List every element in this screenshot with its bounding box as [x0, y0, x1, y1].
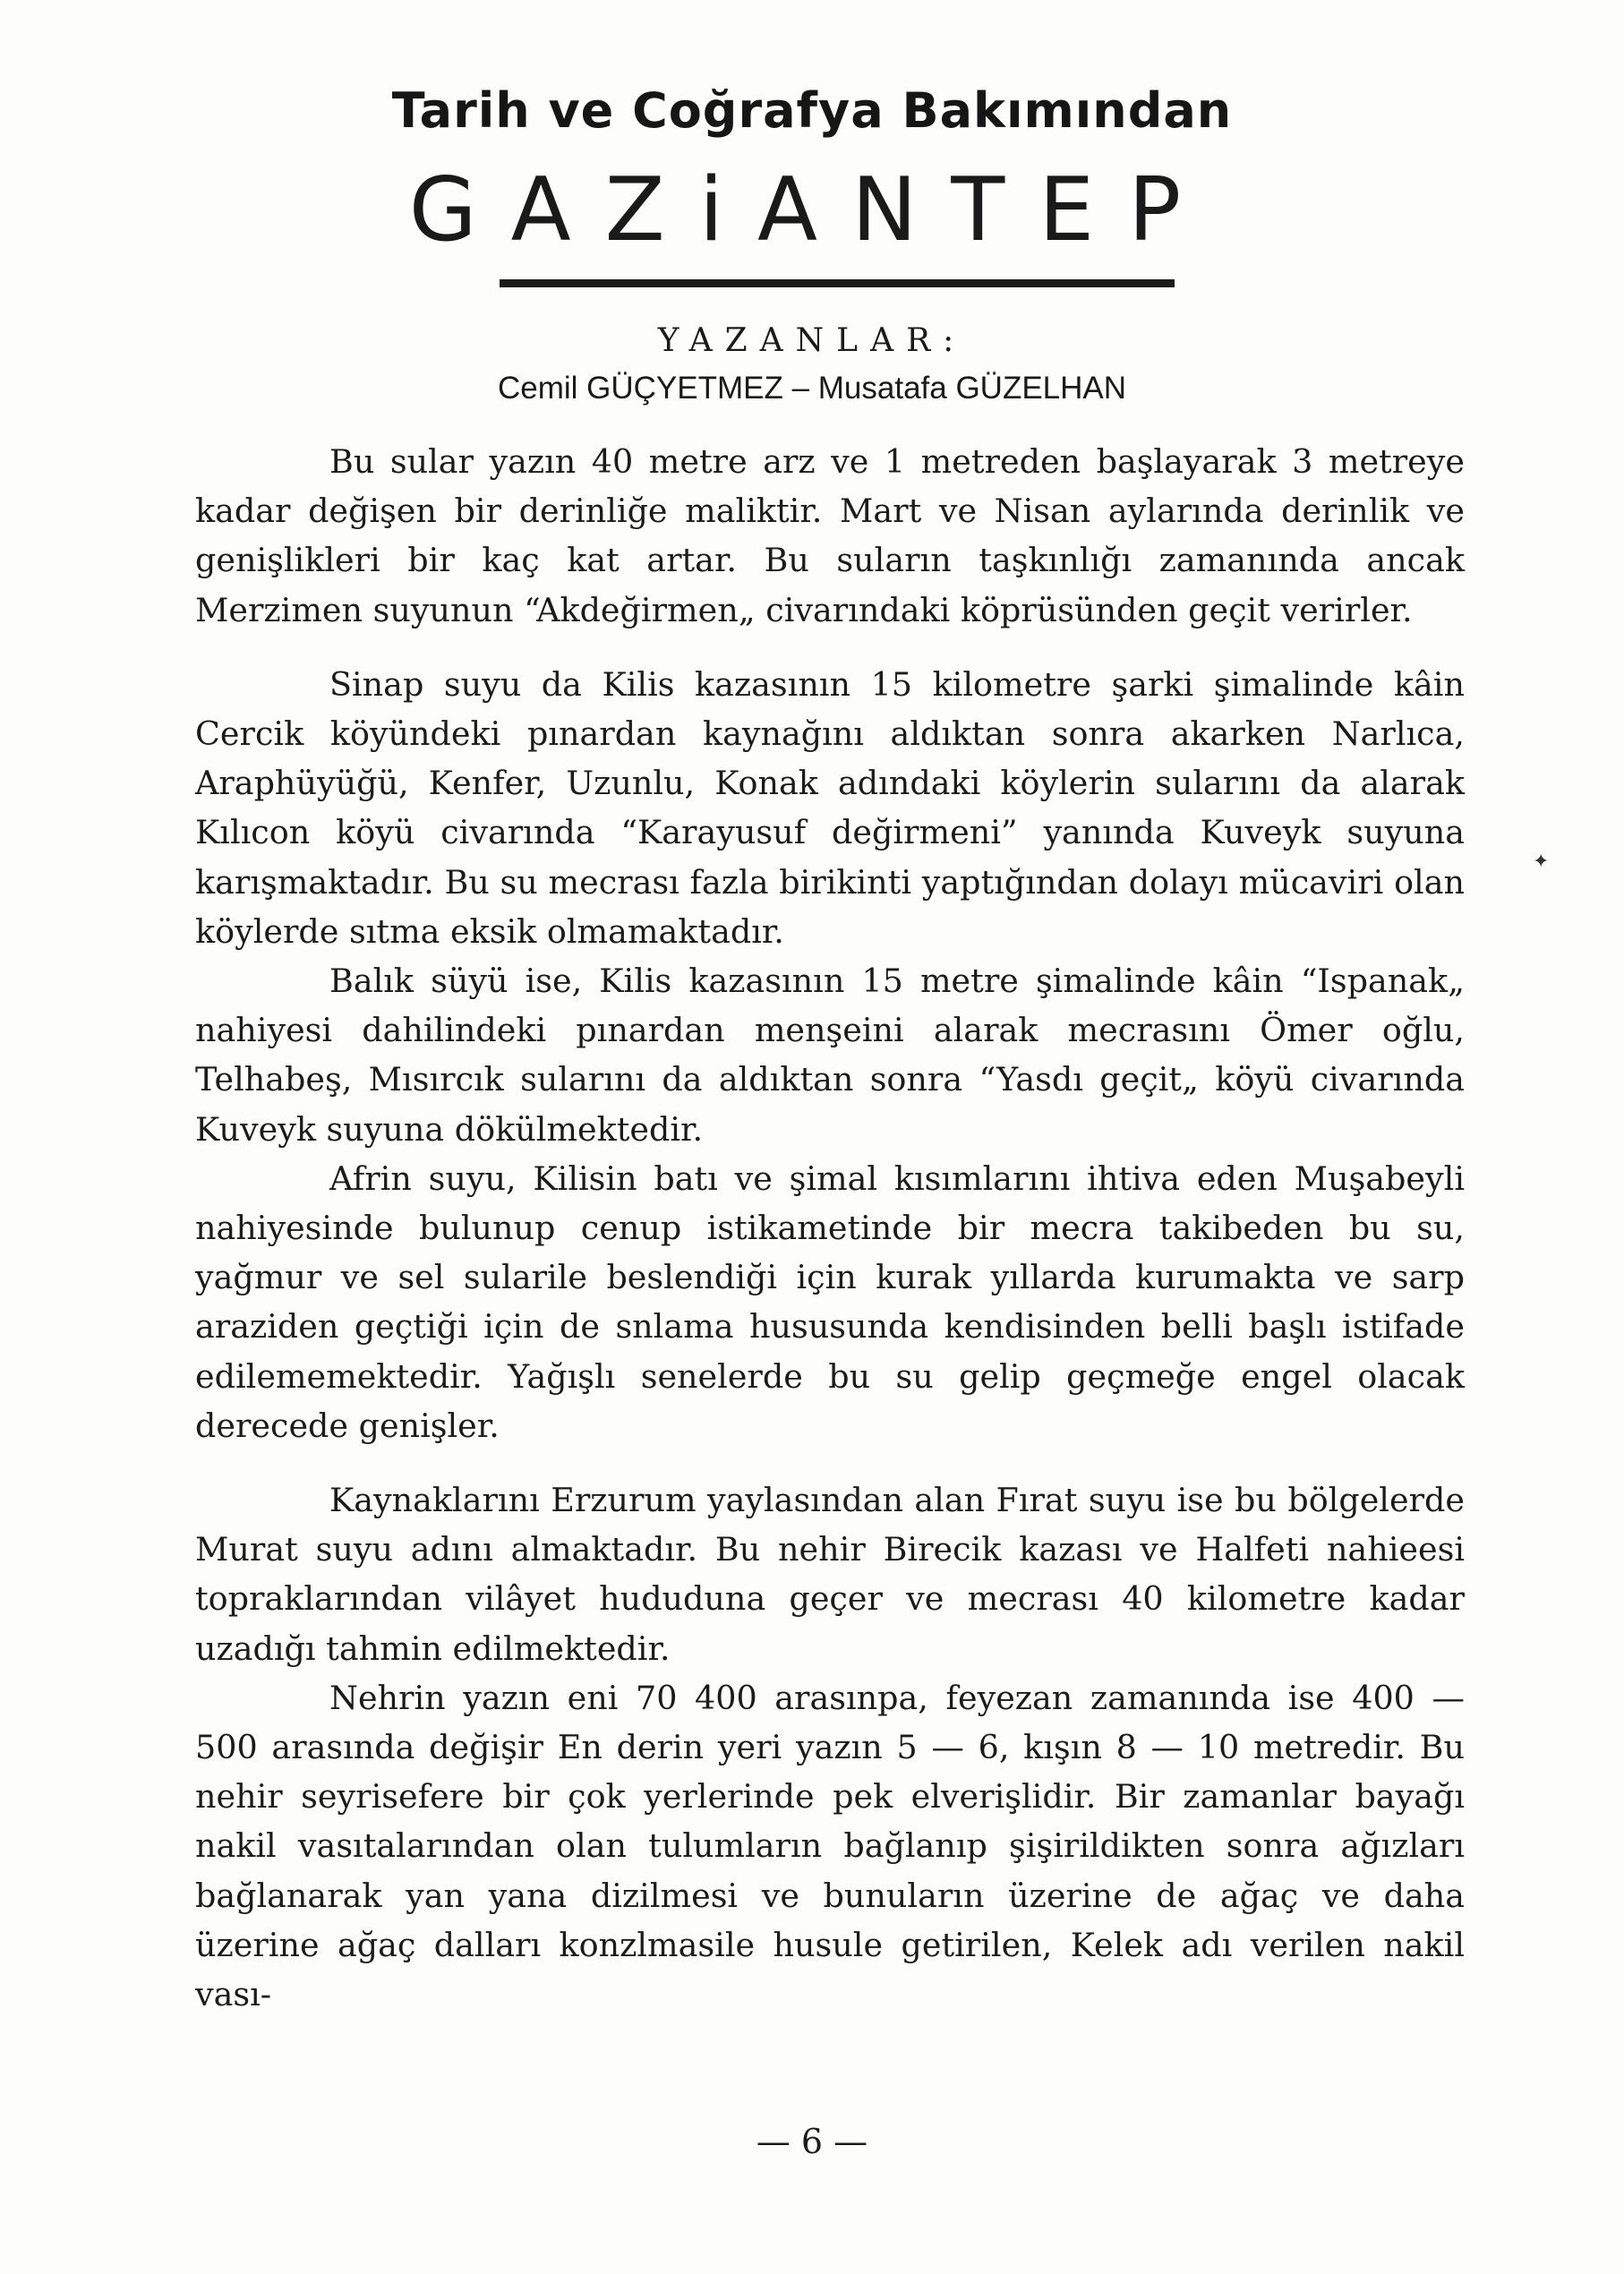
- paragraph: Nehrin yazın eni 70 400 arasınpa, feyezan zamanında ise 400 — 500 arasında değişir En derin yeri yazın 5 — 6, kışın 8 — 10 metredir. Bu nehir seyrisefere bir çok yerlerinde pek elverişlidir. Bir zamanlar bayağı nakil vasıtalarından olan tulumların bağlanıp şişirildikten sonra ağızları bağlanarak yan yana dizilmesi ve bunuların üzerine de ağaç ve daha üzerine ağaç dalları konzlmasile husule getirilen, Kelek adı verilen nakil vası-: [195, 1678, 1465, 2014]
- document-title: GAZiANTEP: [408, 159, 1216, 261]
- paragraph: Afrin suyu, Kilisin batı ve şimal kısımlarını ihtiva eden Muşabeyli nahiyesinde bulunup cenup istikametinde bir mecra takibeden bu su, yağmur ve sel sularile beslendiği için kurak yıllarda kurumakta ve sarp araziden geçtiği için de snlama hususunda kendisinden belli başlı istifade edilememektedir. Yağışlı senelerde bu su gelip geçmeğe engel olacak derecede genişler.: [195, 1158, 1465, 1445]
- paragraph: Balık süyü ise, Kilis kazasının 15 metre şimalinde kâin “Ispanak„ nahiyesi dahilindeki pınardan menşeini alarak mecrasını Ömer oğlu, Telhabeş, Mısırcık sularını da aldıktan sonra “Yasdı geçit„ köyü civarında Kuveyk suyuna dökülmektedir.: [195, 962, 1465, 1149]
- page-number: — 6 —: [756, 2122, 868, 2161]
- body-text: [195, 437, 1465, 2019]
- print-speck-mark: ✦: [1533, 851, 1550, 873]
- title-divider: [500, 279, 1175, 287]
- authors-names: Cemil GÜÇYETMEZ – Musatafa GÜZELHAN: [497, 371, 1127, 406]
- document-subtitle: Tarih ve Coğrafya Bakımından: [391, 82, 1233, 139]
- authors-heading: YAZANLAR:: [657, 322, 967, 359]
- paragraph: Bu sular yazın 40 metre arz ve 1 metreden başlayarak 3 metreye kadar değişen bir derinliğe maliktir. Mart ve Nisan aylarında derinlik ve genişlikleri bir kaç kat artar. Bu suların taşkınlığı zamanında ancak Merzimen suyunun “Akdeğirmen„ civarındaki köprüsünden geçit verirler.: [195, 442, 1465, 629]
- paragraph: Sinap suyu da Kilis kazasının 15 kilometre şarki şimalinde kâin Cercik köyündeki pınardan kaynağını aldıktan sonra akarken Narlıca, Araphüyüğü, Kenfer, Uzunlu, Konak adındaki köylerin sularını da alarak Kılıcon köyü civarında “Karayusuf değirmeni” yanında Kuveyk suyuna karışmaktadır. Bu su mecrası fazla birikinti yaptığından dolayı mücaviri olan köylerde sıtma eksik olmamaktadır.: [195, 664, 1465, 951]
- paragraph: Kaynaklarını Erzurum yaylasından alan Fırat suyu ise bu bölgelerde Murat suyu adını almaktadır. Bu nehir Birecik kazası ve Halfeti nahieesi topraklarından vilâyet hududuna geçer ve mecrası 40 kilometre kadar uzadığı tahmin edilmektedir.: [195, 1481, 1465, 1668]
